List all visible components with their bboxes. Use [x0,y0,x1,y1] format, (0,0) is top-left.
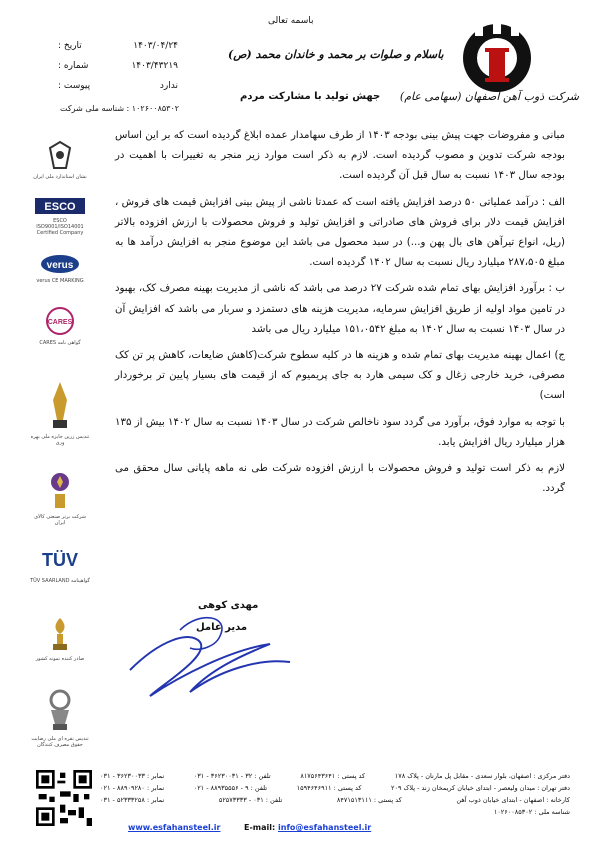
number-label: شماره : [58,61,89,71]
company-name: شرکت ذوب آهن اصفهان (سهامی عام) [399,90,579,103]
handwritten-signature [120,600,300,710]
footer-row-factory [100,794,570,806]
company-logo [455,14,575,94]
badge-caption: TÜV SAARLAND گواهینامه [30,578,90,584]
badge-esco [30,198,90,236]
badge-caption: صادر کننده نمونه کشور [35,656,85,662]
badge-top-industrial [30,470,90,526]
footer-national-code: شناسه ملی : ۱۰۲۶۰۰۸۵۳۰۲ [493,808,570,816]
badge-tuv-saarland [30,548,90,584]
qr-code-icon [36,770,92,826]
badge-caption: ESCO ISO9001/ISO14001 Certified Company [36,218,84,236]
number-row [58,56,178,76]
email-line [244,823,371,832]
footer-contact [100,770,570,818]
number-value: ۱۴۰۳/۴۳۲۱۹ [131,61,178,71]
tehran-address: دفتر تهران : میدان ولیعصر - ابتدای خیابان کریمخان زند - پلاک ۲۰۹ [390,784,570,792]
signatory-title: مدیر عامل [196,622,248,633]
national-id: ۱۰۲۶۰۰۸۵۳۰۲ : شناسه ملی شرکت [60,104,180,113]
date-label: تاریخ : [58,41,82,51]
esco-logo-icon [35,198,85,214]
phone: تلفن : ۳۲ - ۳۶۲۳۰۰۳۱ - ۰۳۱ [193,772,271,780]
badge-productivity-award [30,380,90,446]
letter-body [115,126,565,503]
fax: نمابر : ۸۸۹۰۹۲۸۰ - ۰۲۱ [100,784,165,792]
esfahan-steel-logo-icon [455,14,575,94]
paragraph-intro: مبانی و مفروضات جهت پیش بینی بودجه ۱۴۰۳ از طرف سهامدار عمده ابلاغ گردیده است که بر این اساس بودجه شرکت تدوین و مصوب گردیده است. لازم به ذکر است موارد زیر منجر به تغییرات با اهمیت در بودجه سال ۱۴۰۳ نسبت به سال قبل آن گردیده است. [115,130,565,182]
factory-address: کارخانه : اصفهان - ابتدای خیابان ذوب آهن [456,796,570,804]
silver-statue-icon [43,688,77,732]
badge-national-standard [30,140,90,180]
fax: نمابر : ۳۶۲۳۰۰۳۳ - ۰۳۱ [100,772,165,780]
badge-cares [30,306,90,346]
signatory-name: مهدی کوهی [198,600,259,611]
phone: تلفن : ۰۳۱ - ۵۲۵۷۳۳۳۳ [218,796,283,804]
attachment-label: پیوست : [58,81,91,91]
paragraph-be: ب : برآورد افزایش بهای تمام شده شرکت ۲۷ درصد می باشد که ناشی از مدیریت بهینه مصرف کک، بهبود در تامین مواد اولیه از طریق افزایش سرمایه، مدیریت هزینه های دستمزد و سربار می باشد که افزایش آن در سال ۱۴۰۳ نسبت به سال ۱۴۰۲ به مبلغ ۱۵۱،۰۵۴۲ میلیارد ریال می باشد [115,283,566,335]
badge-consumer-rights [30,688,90,748]
badge-verus [30,254,90,284]
postal-code: کد پستی : ۸۱۷۵۶۴۳۶۴۱ [300,772,366,780]
svg-text:verus: verus [46,260,74,271]
salutation: باسلام و صلوات بر محمد و خاندان محمد (ص) [228,48,444,61]
email-link[interactable]: info@esfahansteel.ir [278,823,372,832]
footer-row-hq [100,770,570,782]
footer-row-national [100,806,570,818]
letter-meta [58,36,178,96]
attachment-value: ندارد [159,81,178,91]
gold-trophy-icon [47,380,73,430]
paragraph-note: لازم به ذکر است تولید و فروش محصولات با ارزش افزوده شرکت طی نه ماهه پایانی سال محقق می گردد. [115,463,565,495]
postal-code: کد پستی : ۱۵۹۴۶۴۶۹۱۱ [296,784,362,792]
tuv-logo-icon [40,548,80,574]
badge-exporter [30,616,90,662]
paragraph-jim: ج) اعمال بهینه مدیریت بهای تمام شده و هزینه ها در کلیه سطوح شرکت(کاهش ضایعات، کاهش پر تن کک مصرفی، خرید خارجی زغال و کک سیمی هارد به جای پریمیوم که از قیمت های بسیار پایین تر برخوردار است) [115,350,565,402]
paragraph-alef: الف : درآمد عملیاتی ۵۰ درصد افزایش یافته است که عمدتا ناشی از پیش بینی افزایش قیمت های فروش ، افزایش قیمت دلار برای فروش های صادراتی و افزایش تولید و فروش محصولات با ارزش افزوده بالاتر (ریل، انواع تیرآهن های بال پهن و...) در سبد محصول می باشد این موضوع منجر به افزایش درآمد ها به مبلغ ۲۸۷،۵۰۵ میلیارد ریال نسبت به سال ۱۴۰۲ گردیده است. [115,196,565,269]
phone: تلفن : ۹ - ۸۸۹۳۵۵۵۶ - ۰۲۱ [193,784,268,792]
badge-caption: تندیس زرین جایزه ملی بهره وری [30,434,90,446]
badge-caption: verus CE MARKING [36,278,84,284]
cares-logo-icon [45,306,75,336]
footer-row-tehran [100,782,570,794]
exporter-trophy-icon [50,616,70,652]
award-statue-icon [47,470,73,510]
badge-caption: CARES گواهی نامه [39,340,81,346]
svg-text:TÜV: TÜV [42,550,78,570]
verus-logo-icon [40,254,80,274]
fax: نمابر : ۵۲۳۳۳۲۵۸ - ۰۳۱ [100,796,165,804]
date-value: ۱۴۰۳/۰۴/۲۴ [133,41,178,51]
slogan: جهش تولید با مشارکت مردم [240,91,381,102]
national-standard-icon [48,140,72,170]
attachment-row [58,76,178,96]
badge-caption: تندیس نقره ای ملی رضایت حقوق مصرف کنندگان [31,736,89,748]
badge-caption: نشان استاندارد ملی ایران [33,174,87,180]
svg-text:ESCO: ESCO [44,201,76,213]
bismillah: باسمه تعالی [268,16,314,26]
email-label: E-mail: [244,823,276,832]
postal-code: کد پستی : ۸۴۷۱۵۱۳۱۱۱ [336,796,402,804]
date-row [58,36,178,56]
paragraph-conclusion: با توجه به موارد فوق، برآورد می گردد سود ناخالص شرکت در سال ۱۴۰۳ نسبت به سال ۱۴۰۲ بیش از ۱۳۵ هزار میلیارد ریال افزایش یابد. [115,416,566,448]
badge-caption: شرکت برتر صنعتی کالای ایران [34,514,86,526]
website-link[interactable]: www.esfahansteel.ir [128,823,221,832]
svg-text:CARES: CARES [47,319,73,326]
hq-address: دفتر مرکزی : اصفهان، بلوار سعدی - مقابل پل مارنان - پلاک ۱۷۸ [394,772,570,780]
